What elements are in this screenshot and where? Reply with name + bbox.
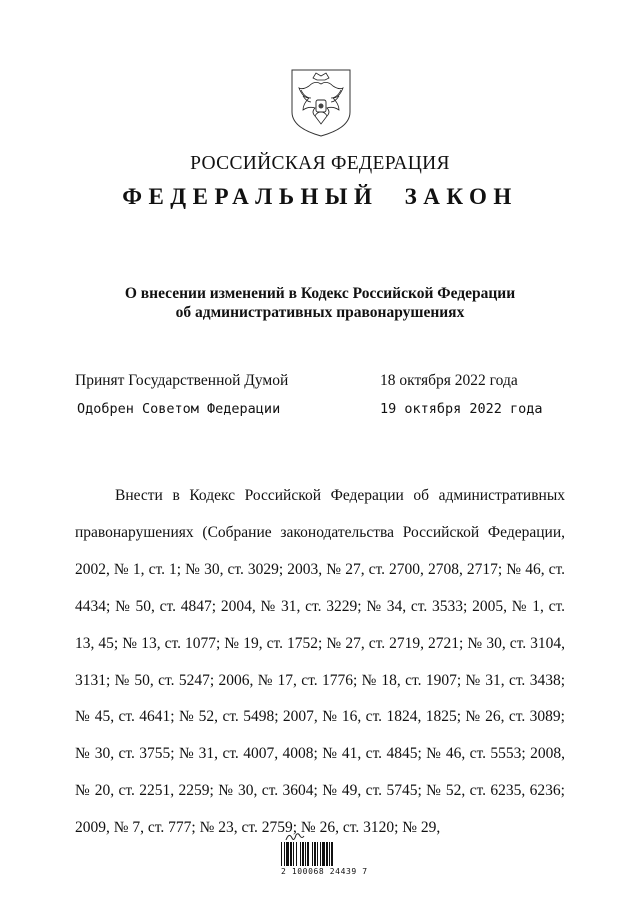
barcode-bar [305, 842, 306, 866]
law-subject-line-1: О внесении изменений в Кодекс Российской Федерации [124, 285, 516, 302]
barcode-bar [322, 842, 325, 866]
council-approval-label: Одобрен Советом Федерации [77, 401, 281, 417]
barcode-bar [314, 842, 316, 866]
barcode-bar [329, 842, 330, 866]
barcode-bar [296, 842, 297, 866]
barcode-bar [331, 842, 333, 866]
duma-adoption-label: Принят Государственной Думой [75, 372, 289, 389]
barcode-bar [293, 842, 294, 866]
duma-adoption-date: 18 октября 2022 года [380, 372, 518, 389]
document-type-title: ФЕДЕРАЛЬНЫЙ ЗАКОН [122, 184, 518, 209]
barcode-bar [290, 842, 292, 866]
barcode-bar [302, 842, 304, 866]
country-name: РОССИЙСКАЯ ФЕДЕРАЦИЯ [190, 153, 450, 174]
law-subject [0, 284, 640, 322]
barcode-bar [326, 842, 328, 866]
signature-mark [285, 830, 305, 842]
barcode-bar [286, 842, 289, 866]
barcode-bar [300, 842, 301, 866]
barcode-bar [320, 842, 321, 866]
law-subject-line-2: об административных правонарушениях [175, 304, 465, 321]
council-approval-date: 19 октября 2022 года [380, 401, 543, 417]
barcode-bar [281, 842, 282, 866]
barcode-bar [307, 842, 309, 866]
barcode-bar [312, 842, 313, 866]
barcode-number: 2 100068 24439 7 [281, 867, 368, 876]
barcode-bar [317, 842, 318, 866]
barcode-bar [284, 842, 285, 866]
coat-of-arms-icon [289, 66, 353, 138]
law-body-paragraph: Внести в Кодекс Российской Федерации об административных правонарушениях (Собрание законодательства Российской Федерации, 2002, № 1, ст. 1; № 30, ст. 3029; 2003, № 27, ст. 2700, 2708, 2717; № 46, ст. 4434; № 50, ст. 4847; 2004, № 31, ст. 3229; № 34, ст. 3533; 2005, № 1, ст. 13, 45; № 13, ст. 1077; № 19, ст. 1752; № 27, ст. 2719, 2721; № 30, ст. 3104, 3131; № 50, ст. 5247; 2006, № 17, ст. 1776; № 18, ст. 1907; № 31, ст. 3438; № 45, ст. 4641; № 52, ст. 5498; 2007, № 16, ст. 1824, 1825; № 26, ст. 3089; № 30, ст. 3755; № 31, ст. 4007, 4008; № 41, ст. 4845; № 46, ст. 5553; 2008, № 20, ст. 2251, 2259; № 30, ст. 3604; № 49, ст. 5745; № 52, ст. 6235, 6236; 2009, № 7, ст. 777; № 23, ст. 2759; № 26, ст. 3120; № 29, [75, 487, 565, 837]
